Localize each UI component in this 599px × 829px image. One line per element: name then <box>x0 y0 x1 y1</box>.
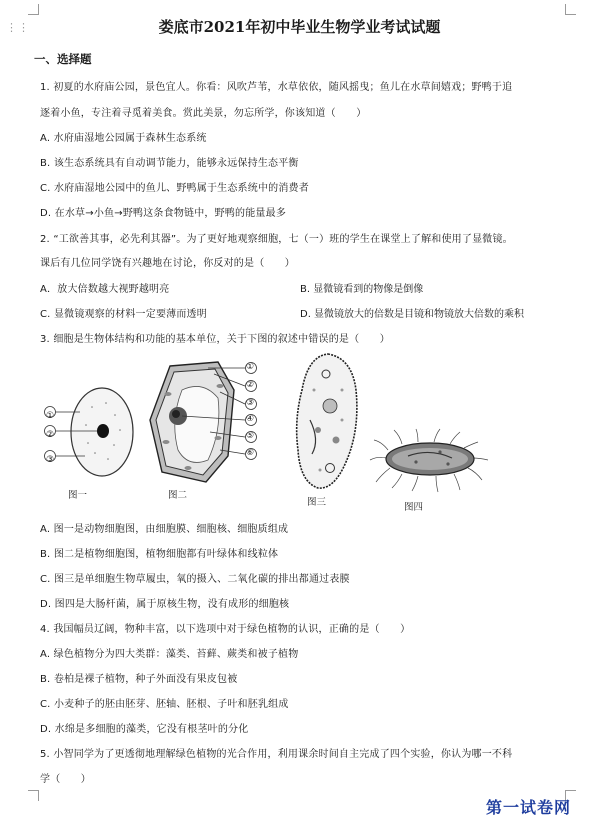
q4-option-b: B. 卷柏是裸子植物，种子外面没有果皮包被 <box>40 674 238 685</box>
fig1-label-2: ② <box>46 430 55 440</box>
fig1-label-1: ① <box>46 411 55 421</box>
q5-stem-line2: 学（ ） <box>40 774 91 785</box>
fig2-label-3: ③ <box>246 398 255 408</box>
figure3-paramecium <box>290 350 365 496</box>
q2-option-d: D. 显微镜放大的倍数是目镜和物镜放大倍数的乘积 <box>300 309 525 320</box>
q1-option-c: C. 水府庙湿地公园中的鱼儿、野鸭属于生态系统中的消费者 <box>40 183 309 194</box>
q1-option-a: A. 水府庙湿地公园属于森林生态系统 <box>40 133 207 144</box>
corner-mark-top-right <box>565 4 576 15</box>
q1-stem-line2: 逐着小鱼，专注着寻觅着美食。赏此美景，勿忘所学，你该知道（ ） <box>40 108 367 119</box>
corner-mark-top-left <box>28 4 39 15</box>
figure1-animal-cell <box>40 385 140 485</box>
q4-stem: 4. 我国幅员辽阔，物种丰富，以下选项中对于绿色植物的认识，正确的是（ ） <box>40 624 411 635</box>
q1-stem-line1: 1. 初夏的水府庙公园，景色宜人。你看：风吹芦苇，水草依依，随风摇曳；鱼儿在水草间嬉戏；野鸭于追 <box>40 82 513 93</box>
page-title: 娄底市2021年初中毕业生物学业考试试题 <box>158 18 441 36</box>
fig2-label-1: ① <box>246 362 255 372</box>
fig2-caption: 图二 <box>168 490 188 501</box>
q1-option-b: B. 该生态系统具有自动调节能力，能够永远保持生态平衡 <box>40 158 299 169</box>
fig2-label-4: ④ <box>246 414 255 424</box>
site-watermark-logo: 第一试卷网 <box>486 798 572 817</box>
figure4-e-coli <box>368 428 493 498</box>
q3-option-b: B. 图二是植物细胞图，植物细胞都有叶绿体和线粒体 <box>40 549 279 560</box>
section-heading: 一、选择题 <box>34 52 92 66</box>
fig2-label-6: ⑥ <box>246 448 255 458</box>
fig3-caption: 图三 <box>307 497 327 508</box>
q3-stem: 3. 细胞是生物体结构和功能的基本单位，关于下图的叙述中错误的是（ ） <box>40 334 390 345</box>
q2-option-a: A．放大倍数越大视野越明亮 <box>40 284 170 295</box>
q2-option-c: C. 显微镜观察的材料一定要薄而透明 <box>40 309 207 320</box>
q4-option-c: C. 小麦种子的胚由胚芽、胚轴、胚根、子叶和胚乳组成 <box>40 699 289 710</box>
q1-option-d: D. 在水草→小鱼→野鸭这条食物链中，野鸭的能量最多 <box>40 208 287 219</box>
fig2-label-2: ② <box>246 380 255 390</box>
corner-mark-bottom-left <box>28 790 39 801</box>
q3-option-a: A. 图一是动物细胞图，由细胞膜、细胞核、细胞质组成 <box>40 524 289 535</box>
q2-option-b: B. 显微镜看到的物像是倒像 <box>300 284 424 295</box>
fig2-label-5: ⑤ <box>246 431 255 441</box>
q4-option-d: D. 水绵是多细胞的藻类，它没有根茎叶的分化 <box>40 724 249 735</box>
q3-option-d: D. 图四是大肠杆菌，属于原核生物，没有成形的细胞核 <box>40 599 290 610</box>
q3-option-c: C. 图三是单细胞生物草履虫，氧的摄入、二氧化碳的排出都通过表膜 <box>40 574 350 585</box>
drag-handle-icon[interactable]: ⋮⋮ <box>6 21 30 34</box>
q5-stem-line1: 5. 小智同学为了更透彻地理解绿色植物的光合作用，利用课余时间自主完成了四个实验，你认为哪一不科 <box>40 749 513 760</box>
fig1-caption: 图一 <box>68 490 88 501</box>
q2-stem-line1: 2. “工欲善其事，必先利其器”。为了更好地观察细胞，七（一）班的学生在课堂上了解和使用了显微镜。 <box>40 234 513 245</box>
fig4-caption: 图四 <box>404 502 424 513</box>
fig1-label-3: ③ <box>46 455 55 465</box>
q4-option-a: A. 绿色植物分为四大类群：藻类、苔藓、蕨类和被子植物 <box>40 649 299 660</box>
q2-stem-line2: 课后有几位同学饶有兴趣地在讨论，你反对的是（ ） <box>40 258 295 269</box>
